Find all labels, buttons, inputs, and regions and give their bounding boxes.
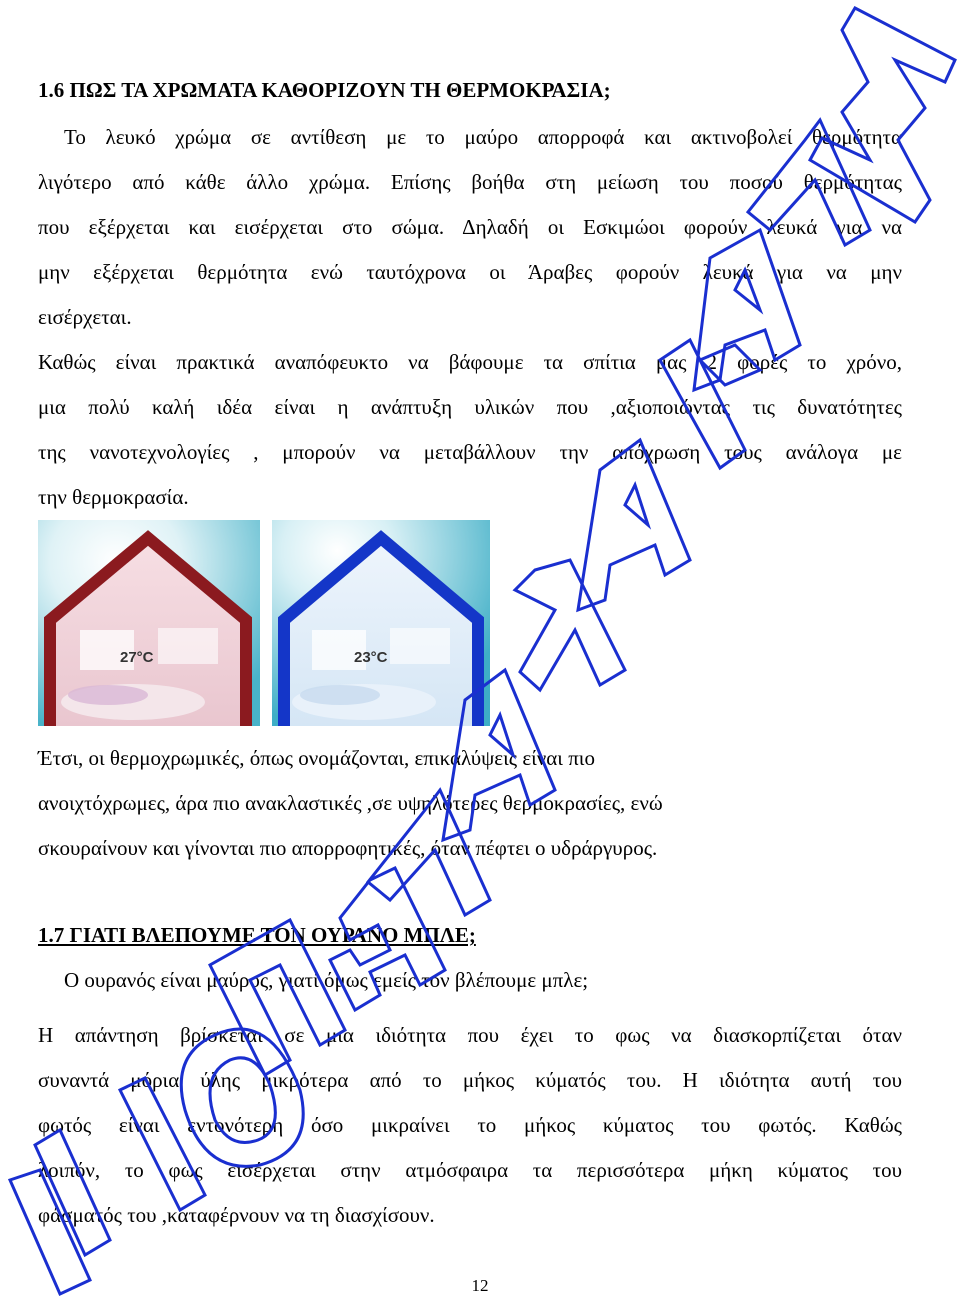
paragraph-line: φάσματός του ,καταφέρνουν να τη διασχίσουν.	[38, 1203, 435, 1227]
paragraph-line: την θερμοκρασία.	[38, 485, 189, 509]
paragraph-line: εισέρχεται.	[38, 305, 132, 329]
paragraph-line: λοιπόν, το φως εισέρχεται στην ατμόσφαιρα τα περισσότερα μήκη κύματος του	[38, 1158, 902, 1182]
paragraph-line: Καθώς είναι πρακτικά αναπόφευκτο να βάφουμε τα σπίτια μας 2 φορές το χρόνο,	[38, 350, 902, 374]
cool-temperature-label: 23°C	[354, 649, 388, 666]
thermochromic-houses-figure	[38, 520, 490, 726]
paragraph-line: Το λευκό χρώμα σε αντίθεση με το μαύρο απορροφά και ακτινοβολεί θερμότητα	[64, 125, 902, 149]
paragraph-line: συναντά μόρια ύλης μικρότερα από το μήκος κύματός του. Η ιδιότητα αυτή του	[38, 1068, 902, 1092]
paragraph-line: που εξέρχεται και εισέρχεται στο σώμα. Δηλαδή οι Εσκιμώοι φορούν λευκά για να	[38, 215, 902, 239]
paragraph-line: Η απάντηση βρίσκεται σε μια ιδιότητα που έχει το φως να διασκορπίζεται όταν	[38, 1023, 902, 1047]
cool-house-panel	[272, 520, 490, 726]
paragraph-line: ανοιχτόχρωμες, άρα πιο ανακλαστικές ,σε υψηλότερες θερμοκρασίες, ενώ	[38, 791, 663, 815]
paragraph-line: Έτσι, οι θερμοχρωμικές, όπως ονομάζονται, επικαλύψεις είναι πιο	[38, 746, 595, 770]
page-number: 12	[471, 1276, 489, 1295]
warm-house-panel	[38, 520, 260, 726]
paragraph-line: μια πολύ καλή ιδέα είναι η ανάπτυξη υλικών που ,αξιοποιώντας τις δυνατότητες	[38, 395, 902, 419]
paragraph-line: σκουραίνουν και γίνονται πιο απορροφητικές, όταν πέφτει ο υδράργυρος.	[38, 836, 658, 860]
paragraph-line: της νανοτεχνολογίες , μπορούν να μεταβάλλουν την απόχρωση τους ανάλογα με	[38, 440, 902, 464]
paragraph-line: μην εξέρχεται θερμότητα ενώ ταυτόχρονα οι Άραβες φορούν λευκά για να μην	[38, 260, 902, 284]
paragraph-line: φωτός είναι εντονότερη όσο μικραίνει το μήκος κύματος του φωτός. Καθώς	[38, 1113, 902, 1137]
section-heading-1-6: 1.6 ΠΩΣ ΤΑ ΧΡΩΜΑΤΑ ΚΑΘΟΡΙΖΟΥΝ ΤΗ ΘΕΡΜΟΚΡΑΣΙΑ;	[38, 78, 611, 102]
paragraph-line: λιγότερο από κάθε άλλο χρώμα. Επίσης βοήθα στη μείωση του ποσού θερμότητας	[38, 170, 902, 194]
warm-temperature-label: 27°C	[120, 649, 154, 666]
question-line: Ο ουρανός είναι μαύρος, γιατί όμως εμείς τον βλέπουμε μπλε;	[64, 968, 589, 992]
section-heading-1-7: 1.7 ΓΙΑΤΙ ΒΛΕΠΟΥΜΕ ΤΟΝ ΟΥΡΑΝΟ ΜΠΛΕ;	[38, 923, 476, 947]
